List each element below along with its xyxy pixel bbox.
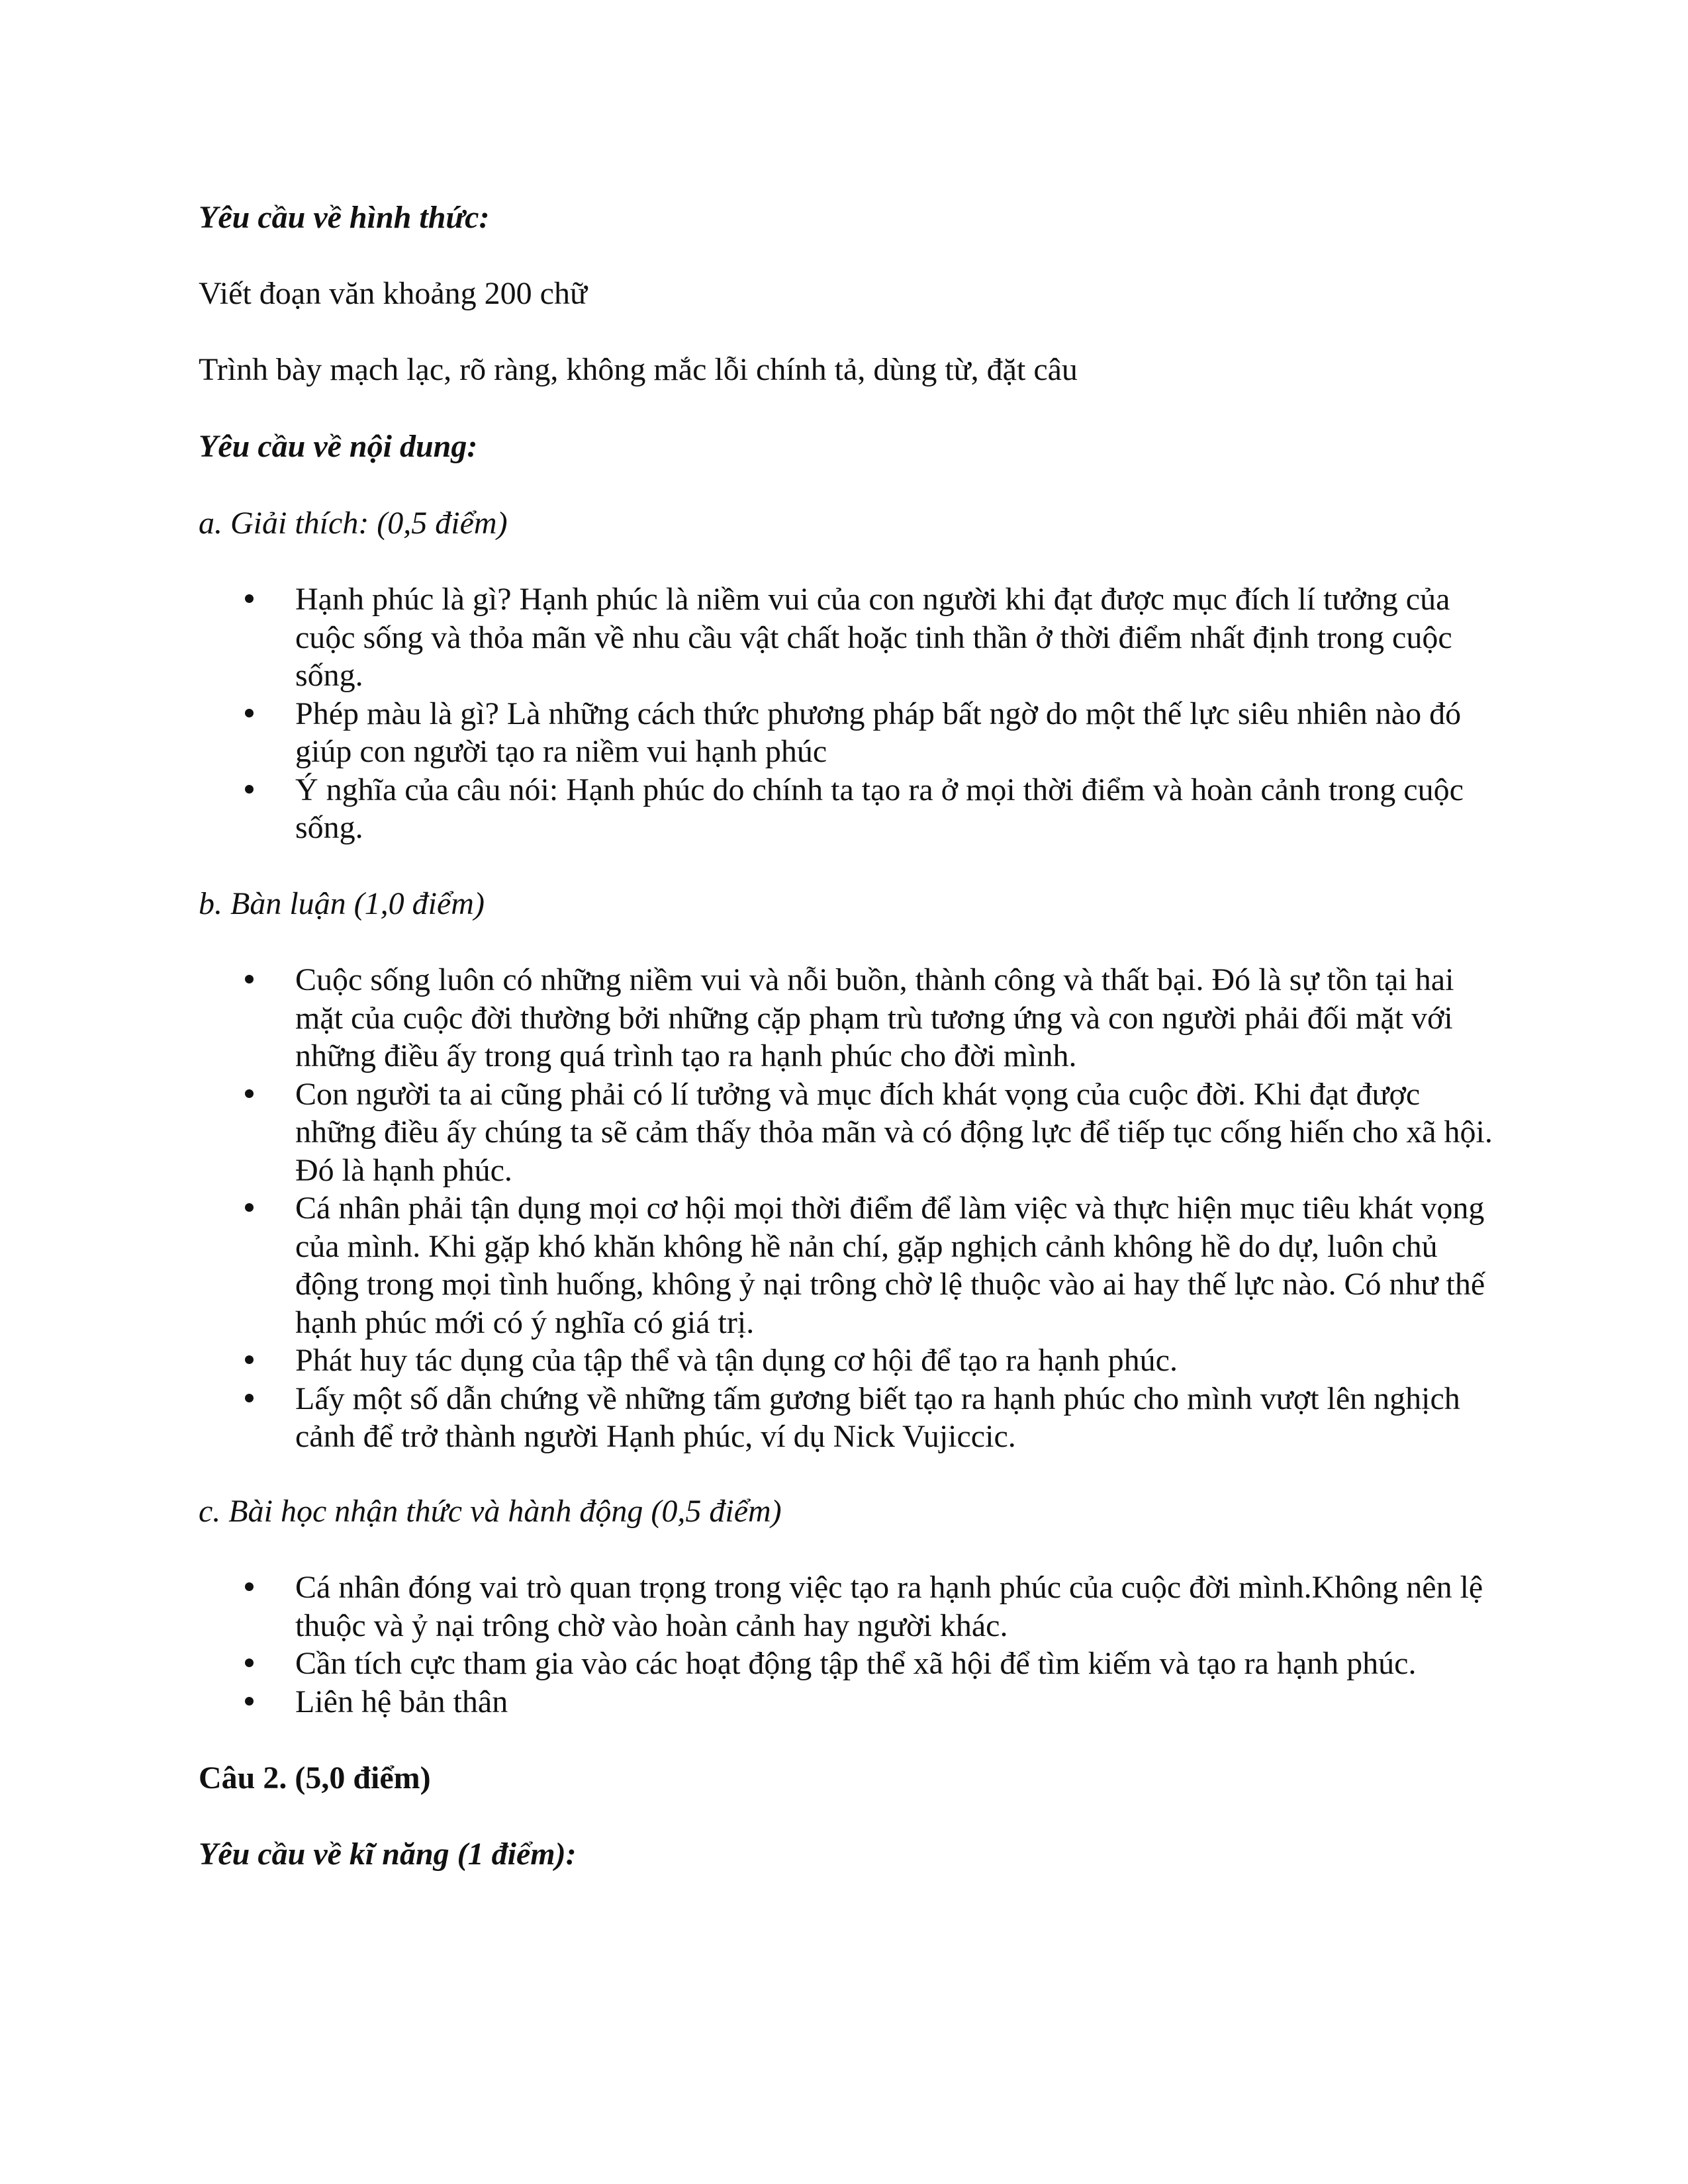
list-item [238, 1189, 1496, 1342]
list-item-text: Cần tích cực tham gia vào các hoạt động tập thể xã hội để tìm kiếm và tạo ra hạnh phúc. [295, 1646, 1417, 1681]
bullet-icon [245, 1355, 254, 1364]
section-b-heading: b. Bàn luận (1,0 điểm) [199, 886, 485, 921]
list-item-text: Cá nhân đóng vai trò quan trọng trong việc tạo ra hạnh phúc của cuộc đời mình.Không nên lệ thuộc và ỷ nại trông chờ vào hoàn cảnh hay người khác. [295, 1570, 1483, 1643]
list-item-text: Con người ta ai cũng phải có lí tưởng và mục đích khát vọng của cuộc đời. Khi đạt được những điều ấy chúng ta sẽ cảm thấy thỏa mãn và có động lực để tiếp tục cống hiến cho xã hội. Đó là hạnh phúc. [295, 1076, 1493, 1188]
list-item-text: Phép màu là gì? Là những cách thức phương pháp bất ngờ do một thế lực siêu nhiên nào đó giúp con người tạo ra niềm vui hạnh phúc [295, 696, 1462, 769]
bullet-icon [245, 975, 254, 983]
list-item-text: Lấy một số dẫn chứng về những tấm gương biết tạo ra hạnh phúc cho mình vượt lên nghịch cảnh để trở thành người Hạnh phúc, ví dụ Nick Vujiccic. [295, 1381, 1460, 1454]
list-item-text: Cuộc sống luôn có những niềm vui và nỗi buồn, thành công và thất bại. Đó là sự tồn tại hai mặt của cuộc đời thường bởi những cặp phạm trù tương ứng và con người phải đối mặt với những điều ấy trong quá trình tạo ra hạnh phúc cho đời mình. [295, 962, 1454, 1073]
list-item [238, 771, 1496, 847]
list-item-text: Hạnh phúc là gì? Hạnh phúc là niềm vui của con người khi đạt được mục đích lí tưởng của cuộc sống và thỏa mãn về nhu cầu vật chất hoặc tinh thần ở thời điểm nhất định trong cuộc sống. [295, 582, 1452, 693]
bullet-icon [245, 594, 254, 603]
list-item-text: Ý nghĩa của câu nói: Hạnh phúc do chính ta tạo ra ở mọi thời điểm và hoàn cảnh trong cuộc sống. [295, 772, 1464, 845]
section-b-list [238, 961, 1496, 1456]
bullet-icon [245, 1582, 254, 1591]
bullet-icon [245, 1697, 254, 1706]
list-item-text: Cá nhân phải tận dụng mọi cơ hội mọi thời điểm để làm việc và thực hiện mục tiêu khát vọng của mình. Khi gặp khó khăn không hề nản chí, gặp nghịch cảnh không hề do dự, luôn chủ động trong mọi tình huống, không ỷ nại trông chờ lệ thuộc vào ai hay thế lực nào. Có như thế hạnh phúc mới có ý nghĩa có giá trị. [295, 1191, 1485, 1340]
bullet-icon [245, 709, 254, 717]
content-requirements-heading: Yêu cầu về nội dung: [199, 429, 478, 464]
list-item-text: Liên hệ bản thân [295, 1684, 508, 1719]
list-item [238, 1075, 1496, 1190]
section-c-list [238, 1569, 1496, 1721]
form-requirement-line-1: Viết đoạn văn khoảng 200 chữ [199, 276, 587, 311]
bullet-icon [245, 1394, 254, 1402]
list-item-text: Phát huy tác dụng của tập thể và tận dụng cơ hội để tạo ra hạnh phúc. [295, 1343, 1178, 1378]
skills-requirements-heading: Yêu cầu về kĩ năng (1 điểm): [199, 1837, 577, 1872]
list-item [238, 1683, 1496, 1721]
section-a-list [238, 580, 1496, 847]
list-item [238, 1380, 1496, 1456]
list-item [238, 1645, 1496, 1683]
bullet-icon [245, 1203, 254, 1212]
list-item [238, 580, 1496, 695]
list-item [238, 961, 1496, 1075]
bullet-icon [245, 785, 254, 794]
list-item [238, 1569, 1496, 1645]
form-requirements-heading: Yêu cầu về hình thức: [199, 200, 490, 235]
list-item [238, 1342, 1496, 1380]
question-2-heading: Câu 2. (5,0 điểm) [199, 1760, 431, 1796]
section-a-heading: a. Giải thích: (0,5 điểm) [199, 506, 508, 541]
section-c-heading: c. Bài học nhận thức và hành động (0,5 điểm) [199, 1494, 782, 1529]
list-item [238, 695, 1496, 771]
bullet-icon [245, 1659, 254, 1667]
bullet-icon [245, 1089, 254, 1098]
form-requirement-line-2: Trình bày mạch lạc, rõ ràng, không mắc lỗi chính tả, dùng từ, đặt câu [199, 352, 1078, 387]
